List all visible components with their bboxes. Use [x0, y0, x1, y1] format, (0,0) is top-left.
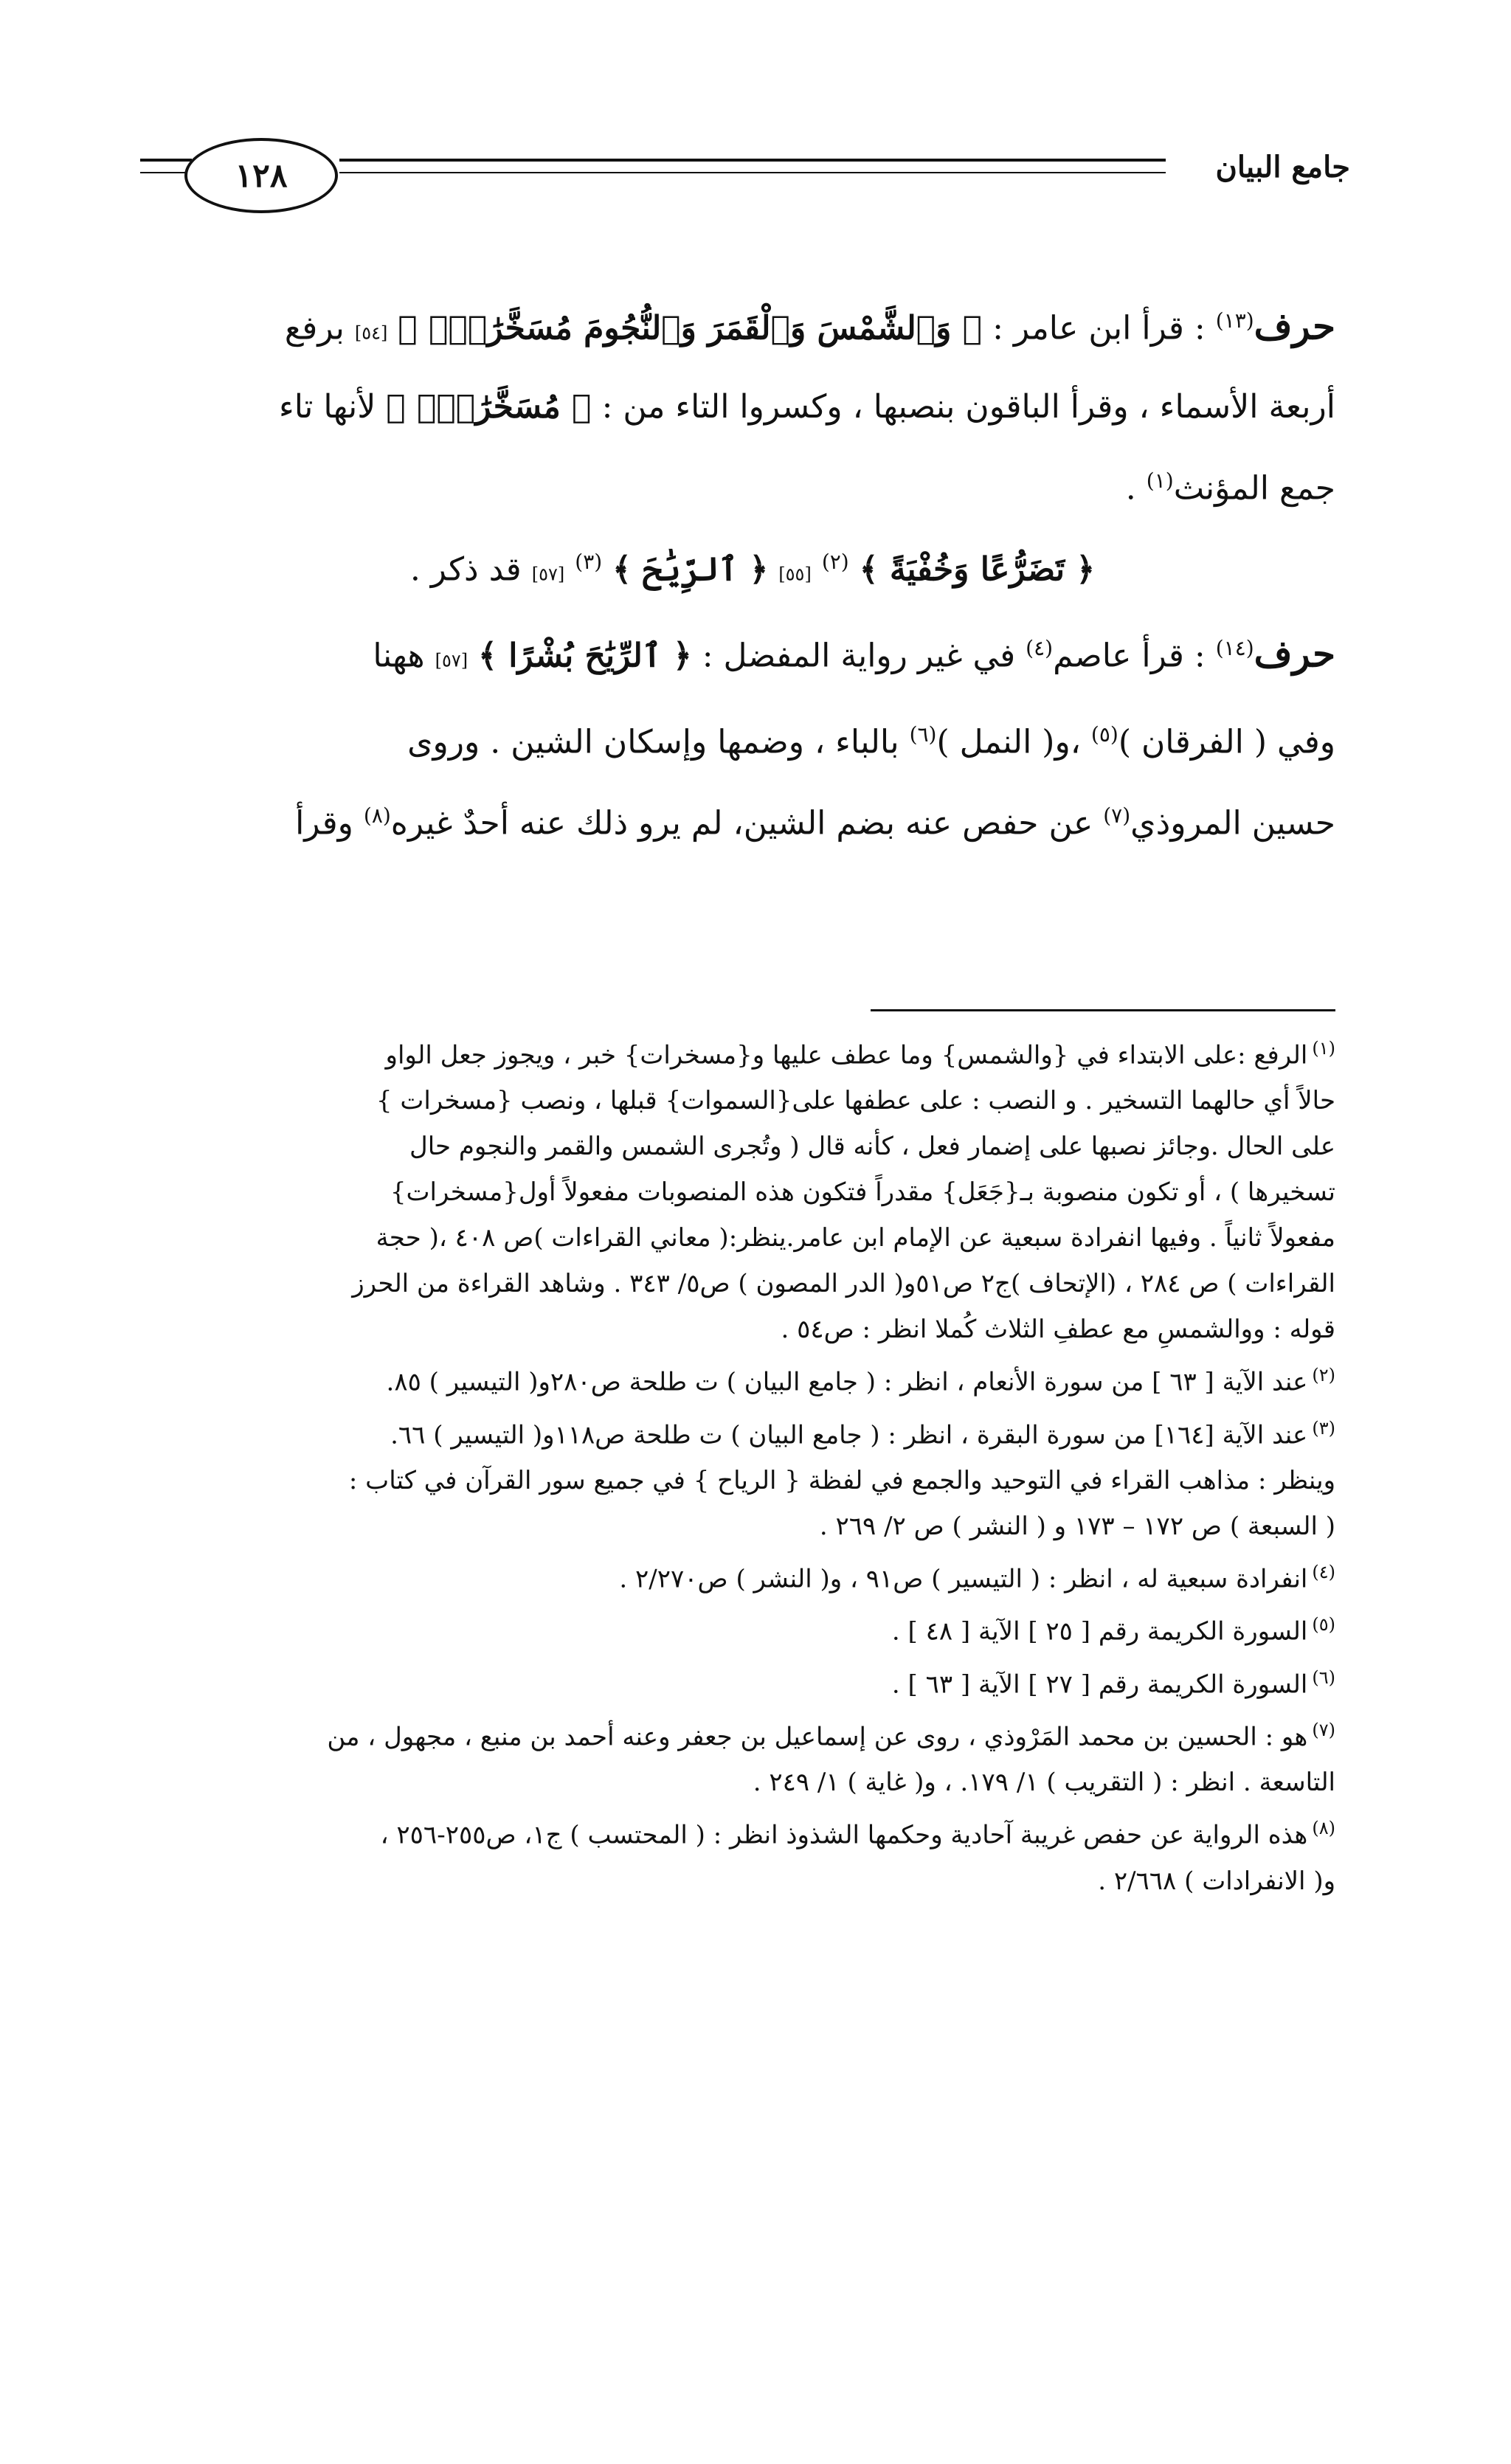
harf-keyword: حرف	[1254, 304, 1335, 348]
footnote-ref: (٦)	[909, 721, 937, 747]
footnote-number: (٨)	[1312, 1818, 1335, 1839]
text-line	[170, 612, 1335, 698]
text-span: ،و( النمل )	[936, 723, 1081, 761]
footnote-line	[170, 1858, 1335, 1904]
text-span: وفي ( الفرقان )	[1118, 723, 1335, 761]
text-line	[170, 525, 1335, 612]
footnote-number: (٣)	[1312, 1417, 1335, 1439]
footnote-number: (٦)	[1312, 1667, 1335, 1688]
text-span: عن حفص عنه بضم الشين، لم يرو ذلك عنه أحدٌ غيره	[390, 804, 1093, 842]
footnote-line	[170, 1503, 1335, 1549]
footnote-line	[170, 1707, 1335, 1759]
text-span: في غير رواية المفضل :	[702, 637, 1016, 675]
main-text	[170, 284, 1335, 861]
footnote-line	[170, 1025, 1335, 1078]
footnote-text: التاسعة . انظر : ( التقريب ) ١/ ١٧٩. ، و( غاية ) ١/ ٢٤٩ .	[753, 1768, 1335, 1798]
footnote-ref: (٣)	[575, 550, 603, 575]
text-line	[170, 779, 1335, 861]
verse-number: [٥٥]	[778, 564, 812, 585]
footnote-text: انفرادة سبعية له ، انظر : ( التيسير ) ص٩١ ، و( النشر ) ص٢/٢٧٠ .	[619, 1564, 1308, 1594]
footnote-ref: (١)	[1146, 468, 1174, 493]
footnote-line	[170, 1549, 1335, 1602]
verse-number: [٥٧]	[435, 650, 468, 671]
footnotes	[170, 1025, 1335, 1904]
footnote-text: الرفع :على الابتداء في {والشمس} وما عطف عليها و{مسخرات} خبر ، ويجوز جعل الواو	[385, 1040, 1308, 1070]
footnote-text: هو : الحسين بن محمد المَرْوذي ، روى عن إسماعيل بن جعفر وعنه أحمد بن منبع ، مجهول ، من	[327, 1722, 1308, 1752]
footnote-line	[170, 1655, 1335, 1707]
running-title: جامع البيان	[1215, 150, 1350, 184]
text-line	[170, 284, 1335, 370]
footnote-text: هذه الرواية عن حفص غريبة آحادية وحكمها الشذوذ انظر : ( المحتسب ) ج١، ص٢٥٥-٢٥٦ ،	[380, 1820, 1308, 1850]
footnote-line	[170, 1078, 1335, 1124]
header-rule-right-thin	[339, 172, 1166, 173]
footnote-text: مفعولاً ثانياً . وفيها انفرادة سبعية عن الإمام ابن عامر.ينظر:( معاني القراءات )ص ٤٠٨ ،( حجة	[376, 1223, 1335, 1253]
footnote-line	[170, 1458, 1335, 1503]
text-line	[170, 698, 1335, 780]
footnote-line	[170, 1805, 1335, 1858]
quran-quote: ﴿ ٱلرِّيَٰحَ ﴾	[612, 550, 769, 589]
page-header	[140, 136, 1350, 210]
footnote-separator	[871, 1009, 1335, 1011]
footnote-ref: (٨)	[363, 803, 391, 828]
footnote-line	[170, 1169, 1335, 1215]
footnote-line	[170, 1352, 1335, 1405]
verse-number: [٥٧]	[531, 564, 565, 585]
footnote-line	[170, 1261, 1335, 1307]
footnote-text: تسخيرها ) ، أو تكون منصوبة بـ{جَعَل} مقدراً فتكون هذه المنصوبات مفعولاً أول{مسخرات}	[390, 1177, 1335, 1208]
text-span: بالباء ، وضمها وإسكان الشين . وروى	[407, 723, 899, 761]
footnote-text: عند الآية [١٦٤] من سورة البقرة ، انظر : ( جامع البيان ) ت طلحة ص١١٨و( التيسير ) ٦٦.	[390, 1419, 1308, 1450]
footnote-text: و( الانفرادات ) ٢/٦٦٨ .	[1098, 1866, 1335, 1896]
footnote-number: (٢)	[1312, 1365, 1335, 1386]
footnote-ref: (٧)	[1103, 803, 1131, 828]
header-rule-left	[140, 159, 192, 162]
footnote-text: عند الآية [ ٦٣ ] من سورة الأنعام ، انظر : ( جامع البيان ) ت طلحة ص٢٨٠و( التيسير ) ٨٥.	[386, 1367, 1308, 1397]
footnote-line	[170, 1405, 1335, 1458]
footnote-number: (٧)	[1312, 1719, 1335, 1740]
footnote-number: (٥)	[1312, 1614, 1335, 1636]
text-span: جمع المؤنث	[1173, 469, 1335, 508]
footnote-text: قوله : ووالشمسِ مع عطفِ الثلاث كُملا انظر : ص٥٤ .	[781, 1315, 1335, 1345]
footnote-ref: (٤)	[1026, 635, 1054, 660]
footnote-line	[170, 1124, 1335, 1169]
header-rule-right	[339, 159, 1166, 162]
footnote-text: حالاً أي حالهما التسخير . و النصب : على عطفها على{السموات} قبلها ، ونصب {مسخرات }	[376, 1086, 1335, 1116]
page-number: ١٢٨	[184, 138, 338, 213]
footnote-ref: (١٤)	[1215, 635, 1254, 660]
footnote-line	[170, 1602, 1335, 1654]
verse-number: [٥٤]	[354, 322, 388, 344]
footnote-text: ( السبعة ) ص ١٧٢ – ١٧٣ و ( النشر ) ص ٢/ ٢٦٩ .	[819, 1511, 1335, 1541]
footnote-line	[170, 1307, 1335, 1352]
text-span: قد ذكر .	[409, 550, 522, 589]
quran-quote: ﴿ ٱلرِّيَٰحَ بُشْرًا ﴾	[478, 637, 692, 675]
footnote-number: (١)	[1312, 1038, 1335, 1059]
text-span: ههنا	[373, 637, 425, 675]
text-span: : قرأ عاصم	[1053, 637, 1206, 675]
footnote-text: السورة الكريمة رقم [ ٢٧ ] الآية [ ٦٣ ] .	[891, 1669, 1308, 1699]
text-span: لأنها تاء	[279, 387, 376, 426]
text-line	[170, 444, 1335, 526]
quran-quote: ﴿ مُسَخَّرَٰتٍۭ ﴾	[386, 387, 592, 426]
footnote-text: القراءات ) ص ٢٨٤ ، (الإتحاف )ج٢ ص٥١و( الدر المصون ) ص٥/ ٣٤٣ . وشاهد القراءة من الحرز	[352, 1269, 1335, 1299]
text-span: : قرأ ابن عامر :	[992, 309, 1206, 347]
text-span: حسين المروذي	[1130, 804, 1335, 842]
footnote-text: وينظر : مذاهب القراء في التوحيد والجمع في لفظة { الرياح } في جميع سور القرآن في كتاب :	[348, 1465, 1335, 1495]
text-span: أربعة الأسماء ، وقرأ الباقون بنصبها ، وكسروا التاء من :	[601, 387, 1335, 426]
footnote-line	[170, 1759, 1335, 1805]
text-line	[170, 370, 1335, 444]
footnote-line	[170, 1215, 1335, 1261]
text-span: .	[1125, 469, 1136, 508]
quran-quote: ﴿ تَضَرُّعًا وَخُفْيَةً ﴾	[859, 550, 1096, 589]
footnote-ref: (٥)	[1090, 721, 1118, 747]
text-span: برفع	[284, 309, 345, 347]
footnote-ref: (٢)	[821, 550, 849, 575]
footnote-ref: (١٣)	[1215, 308, 1254, 333]
quran-quote: ﴿ وَٱلشَّمْسَ وَٱلْقَمَرَ وَٱلنُّجُومَ مُسَخَّرَٰتٍۭ ﴾	[398, 309, 983, 347]
footnote-number: (٤)	[1312, 1561, 1335, 1582]
harf-keyword: حرف	[1254, 631, 1335, 676]
footnote-text: على الحال .وجائز نصبها على إضمار فعل ، كأنه قال ( وتُجرى الشمس والقمر والنجوم حال	[409, 1132, 1335, 1162]
footnote-text: السورة الكريمة رقم [ ٢٥ ] الآية [ ٤٨ ] .	[891, 1616, 1308, 1647]
text-span: وقرأ	[295, 804, 353, 842]
